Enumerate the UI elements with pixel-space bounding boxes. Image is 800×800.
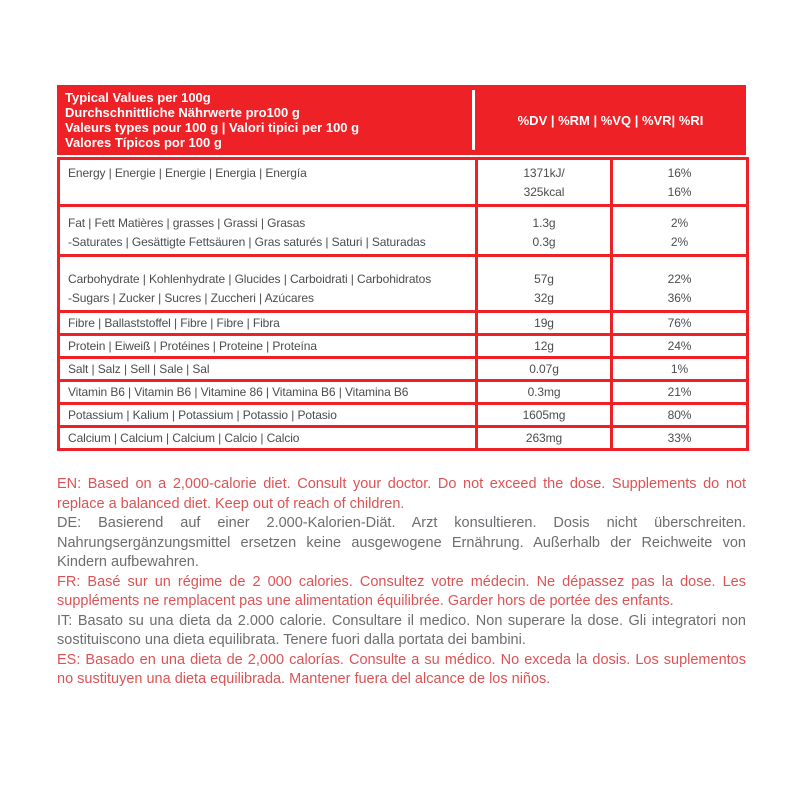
nutrient-label-cell: [59, 427, 477, 450]
nutrient-label-cell: [59, 358, 477, 381]
amount-cell: [477, 381, 612, 404]
values-table: [57, 157, 749, 451]
cell-line: -Sugars | Zucker | Sucres | Zuccheri | Azúcares: [68, 291, 314, 305]
cell-line: Salt | Salz | Sell | Sale | Sal: [68, 362, 210, 376]
amount-cell: [477, 404, 612, 427]
table-row: [59, 312, 748, 335]
table-row: [59, 381, 748, 404]
amount-cell: [477, 206, 612, 256]
cell-line: Vitamin B6 | Vitamin B6 | Vitamine 86 | Vitamina B6 | Vitamina B6: [68, 385, 409, 399]
cell-line: 21%: [667, 385, 692, 399]
header-title-line-de: Durchschnittliche Nährwerte pro100 g: [65, 105, 300, 120]
cell-line: Carbohydrate | Kohlenhydrate | Glucides | Carboidrati | Carbohidratos: [68, 272, 432, 286]
table-row: [59, 404, 748, 427]
table-row: [59, 159, 748, 206]
table-row: [59, 358, 748, 381]
percent-cell: [612, 256, 748, 312]
header-title-line-fr-it: Valeurs types pour 100 g | Valori tipici per 100 g: [65, 120, 360, 135]
percent-cell: [612, 312, 748, 335]
nutrient-label-cell: [59, 335, 477, 358]
cell-line: 57g: [534, 272, 554, 286]
amount-cell: [477, 312, 612, 335]
table-row: [59, 427, 748, 450]
cell-line: 2%: [670, 235, 689, 249]
cell-line: 2%: [670, 216, 689, 230]
cell-line: 32g: [534, 291, 554, 305]
nutrient-label-cell: [59, 312, 477, 335]
amount-cell: [477, 358, 612, 381]
amount-cell: [477, 427, 612, 450]
table-row: [59, 335, 748, 358]
cell-line: Fat | Fett Matières | grasses | Grassi | Grasas: [68, 216, 306, 230]
cell-line: 0.3mg: [527, 385, 561, 399]
cell-line: 0.3g: [532, 235, 556, 249]
disclaimer-es: ES: Basado en una dieta de 2,000 calorías. Consulte a su médico. No exceda la dosis. Los suplementos no sustituyen una dieta equilibrada. Mantener fuera del alcance de los niños.: [57, 651, 746, 687]
disclaimer-en: EN: Based on a 2,000-calorie diet. Consult your doctor. Do not exceed the dose. Supplements do not replace a balanced diet. Keep out of reach of children.: [57, 476, 746, 512]
cell-line: 1.3g: [532, 216, 556, 230]
amount-cell: [477, 256, 612, 312]
disclaimer-it: IT: Basato su una dieta da 2.000 calorie. Consultare il medico. Non superare la dose. Gli integratori non sostituiscono una dieta equilibrata. Tenere fuori dalla portata dei bambini.: [57, 612, 746, 648]
cell-line: Calcium | Calcium | Calcium | Calcio | Calcio: [68, 431, 300, 445]
cell-line: 16%: [667, 166, 692, 180]
disclaimer-de: DE: Basierend auf einer 2.000-Kalorien-Diät. Arzt konsultieren. Dosis nicht überschreiten. Nahrungsergänzungsmittel ersetzen keine ausgewogene Ernährung. Außerhalb der Reichweite von Kindern aufbewahren.: [57, 515, 746, 570]
cell-line: 263mg: [525, 431, 563, 445]
percent-cell: [612, 381, 748, 404]
amount-cell: [477, 335, 612, 358]
cell-line: 0.07g: [529, 362, 559, 376]
cell-line: 76%: [667, 316, 692, 330]
nutrition-label: [57, 85, 746, 690]
header-title-line-en: Typical Values per 100g: [65, 90, 211, 105]
nutrient-label-cell: [59, 159, 477, 206]
cell-line: 80%: [667, 408, 692, 422]
cell-line: 1371kJ/: [523, 166, 565, 180]
percent-cell: [612, 427, 748, 450]
cell-line: 24%: [667, 339, 692, 353]
header-title-line-es: Valores Típicos por 100 g: [65, 135, 222, 150]
cell-line: 36%: [667, 291, 692, 305]
header-title: [57, 85, 472, 155]
cell-line: 19g: [534, 316, 554, 330]
cell-line: Protein | Eiweiß | Protéines | Proteine | Proteína: [68, 339, 317, 353]
cell-line: Fibre | Ballaststoffel | Fibre | Fibre | Fibra: [68, 316, 280, 330]
cell-line: 1%: [670, 362, 689, 376]
nutrient-label-cell: [59, 404, 477, 427]
percent-cell: [612, 206, 748, 256]
table-row: [59, 256, 748, 312]
amount-cell: [477, 159, 612, 206]
cell-line: 33%: [667, 431, 692, 445]
percent-cell: [612, 358, 748, 381]
cell-line: Energy | Energie | Energie | Energia | Energía: [68, 166, 307, 180]
nutrient-label-cell: [59, 256, 477, 312]
disclaimer-fr: FR: Basé sur un régime de 2 000 calories. Consultez votre médecin. Ne dépassez pas la dose. Les suppléments ne remplacent pas une alimentation équilibrée. Garder hors de portée des enfants.: [57, 573, 746, 609]
table-header: [57, 85, 746, 155]
cell-line: 22%: [667, 272, 692, 286]
cell-line: 12g: [534, 339, 554, 353]
percent-cell: [612, 159, 748, 206]
cell-line: 1605mg: [522, 408, 566, 422]
cell-line: -Saturates | Gesättigte Fettsäuren | Gras saturés | Saturi | Saturadas: [68, 235, 426, 249]
cell-line: 16%: [667, 185, 692, 199]
cell-line: 325kcal: [523, 185, 565, 199]
nutrient-label-cell: [59, 381, 477, 404]
table-row: [59, 206, 748, 256]
disclaimer-block: [57, 475, 746, 690]
nutrient-label-cell: [59, 206, 477, 256]
header-percent-label: %DV | %RM | %VQ | %VR| %RI: [517, 112, 704, 128]
cell-line: Potassium | Kalium | Potassium | Potassio | Potasio: [68, 408, 337, 422]
percent-cell: [612, 404, 748, 427]
percent-cell: [612, 335, 748, 358]
